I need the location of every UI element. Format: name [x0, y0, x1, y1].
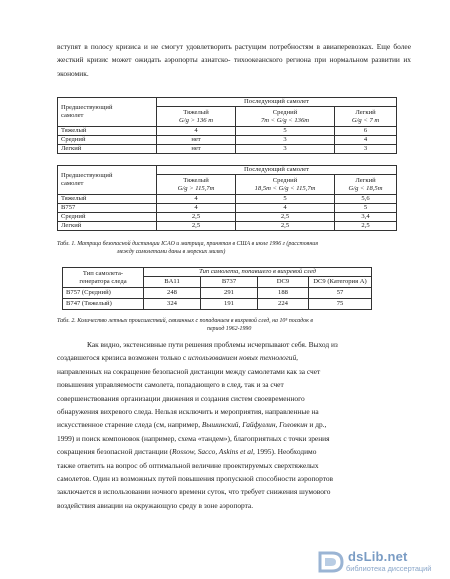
- table-row: B747 (Тяжелый) 324 191 224 75: [63, 299, 372, 310]
- watermark-site-name: dsLib.net: [348, 549, 408, 564]
- table-icao-separation: [57, 97, 397, 154]
- col-medium-header: Средний 7т < G/g < 136т: [236, 107, 335, 127]
- watermark-subtitle: библиотека диссертаций: [346, 564, 432, 573]
- col-header: DC9 (Категория А): [309, 277, 372, 288]
- table3-left-header: Тип самолета- генератора следа: [63, 268, 144, 288]
- table-usa-separation: [57, 165, 397, 231]
- table-caption-1: Табл. 1. Матрица безопасной дистанции ICAO и матрица, принятая в США в июле 1996 г (расстояния между самолетами даны в морских милях): [57, 241, 318, 255]
- table-row: Средний нет 3 4: [58, 136, 397, 145]
- table-row: Легкий нет 3 3: [58, 145, 397, 154]
- body-line: Как видно, экстенсивные пути решения проблемы исчерпывают себя. Выход из: [87, 340, 338, 349]
- table-row: Средний 2,5 2,5 3,4: [58, 213, 397, 222]
- body-line: обнаружения вихревого следа. Нельзя исключить и мероприятия, направленные на: [57, 407, 319, 417]
- body-line: 1999) и поиск компоновок (например, схема «тандем»), благоприятных с точки зрения: [57, 433, 330, 443]
- dslib-watermark[interactable]: [316, 549, 434, 575]
- body-line: самолетов. Один из возможных путей повышения пропускной способности аэропортов: [57, 474, 334, 484]
- table-row: Тяжелый 4 5 5,6: [58, 195, 397, 204]
- dslib-logo-icon: [316, 549, 346, 575]
- col-medium-header: Средний 18,5т < G/g < 115,7т: [236, 175, 335, 195]
- body-line: направленных на сокращение безопасной дистанции между самолетами как за счет: [57, 366, 321, 376]
- body-line: совершенствования организации движения и создания систем своевременного: [57, 393, 305, 403]
- table-follow-header: Последующий самолет: [157, 98, 397, 107]
- body-line: сокращения безопасной дистанции (Rossow, Sacco, Askins et al, 1995). Необходимо: [57, 447, 317, 457]
- intro-line: вступят в полосу кризиса и не смогут удовлетворить растущим потребностям в: [57, 42, 321, 51]
- col-header: BA11: [144, 277, 201, 288]
- table-lead-header: Предшествующий самолет: [58, 98, 157, 127]
- body-paragraph: [57, 338, 411, 512]
- body-line: заключается в использовании ночного времени суток, что требует снижения шумового: [57, 487, 331, 497]
- col-light-header: Легкий G/g < 7 т: [335, 107, 397, 127]
- table-lead-header: Предшествующий самолет: [58, 166, 157, 195]
- intro-line: авиаперевозках. Еще более жесткий кризис может ожидать аэропорты азиатско-: [57, 42, 411, 65]
- table3-top-header: Тип самолета, попавшего в вихревой след: [144, 268, 372, 277]
- body-line: искусственное старение следа (см, например, Вышинский, Гайфуллин, Головкин и др.,: [57, 420, 327, 430]
- table-row: B757 (Средний) 248 291 188 57: [63, 288, 372, 299]
- table-follow-header: Последующий самолет: [157, 166, 397, 175]
- table-wake-incidents: [62, 267, 372, 310]
- col-heavy-header: Тяжелый G/g > 136 т: [157, 107, 236, 127]
- table-caption-2: Табл. 2. Количество летных происшествий, связанных с попаданием в вихревой след, на 10⁵ посадок в период 1962-1990: [57, 318, 313, 332]
- body-line: воздействия авиации на окружающую среду в зоне аэропорта.: [57, 500, 254, 510]
- table-row: Легкий 2,5 2,5 2,5: [58, 222, 397, 231]
- body-line: повышения управляемости самолета, попадающего в след, так и за счет: [57, 380, 284, 390]
- col-header: B737: [201, 277, 258, 288]
- col-heavy-header: Тяжелый G/g > 115,7т: [157, 175, 236, 195]
- body-line: также ответить на вопрос об оптимальной величине проектируемых сверхтяжелых: [57, 460, 319, 470]
- col-light-header: Легкий G/g < 18,5т: [335, 175, 397, 195]
- intro-paragraph: [57, 40, 411, 80]
- intro-line: тихоокеанского региона при нормальном развитии их экономик.: [57, 55, 411, 78]
- col-header: DC9: [258, 277, 309, 288]
- table-row: В757 4 4 5: [58, 204, 397, 213]
- table-row: Тяжелый 4 5 6: [58, 127, 397, 136]
- body-line: создавшегося кризиса возможен только с использованием новых технологий,: [57, 353, 298, 363]
